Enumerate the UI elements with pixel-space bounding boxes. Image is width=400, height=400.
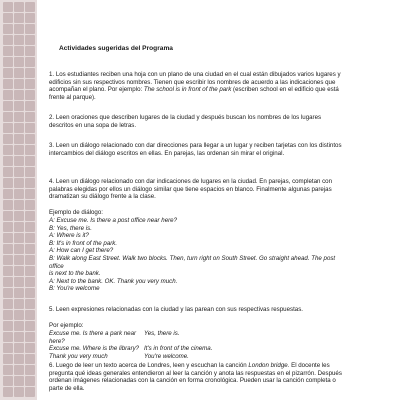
binding-hole — [14, 266, 24, 276]
binding-hole — [3, 46, 13, 56]
activity-6-text: 6. Luego de leer un texto acerca de Londres, leen y escuchan la canción — [49, 362, 247, 369]
binding-hole — [3, 299, 13, 309]
dialogue-line: A: Where is it? — [49, 232, 89, 240]
binding-hole — [3, 310, 13, 320]
binding-hole — [14, 332, 24, 342]
binding-hole — [25, 343, 35, 353]
binding-hole — [3, 222, 13, 232]
binding-hole — [25, 79, 35, 89]
binding-hole — [3, 2, 13, 12]
binding-hole — [3, 266, 13, 276]
activity-1-suffix: (escriben school en el edificio que está frente al parque). — [49, 86, 339, 101]
binding-hole — [25, 255, 35, 265]
binding-hole — [14, 112, 24, 122]
example-pair — [49, 345, 345, 353]
binding-hole — [3, 178, 13, 188]
binding-hole — [3, 112, 13, 122]
binding-hole — [14, 123, 24, 133]
binding-hole — [14, 156, 24, 166]
example-expression: Thank you very much — [49, 352, 108, 360]
binding-hole — [3, 68, 13, 78]
binding-hole — [3, 376, 13, 386]
dialogue-line: A: Excuse me. Is there a post office near here? — [49, 217, 177, 224]
binding-hole — [14, 134, 24, 144]
binding-hole — [25, 167, 35, 177]
binding-hole — [14, 277, 24, 287]
binding-hole — [14, 145, 24, 155]
binding-hole — [25, 266, 35, 276]
activity-6-rest: El docente les pregunta qué ideas generales entendieron al leer la canción y anota las respuestas en el pizarrón. Después ordenan imágenes relacionadas con la canción en forma cronológica. Pueden usar la canción completa o parte de ella. — [49, 362, 342, 392]
dialogue-lines — [49, 217, 345, 293]
binding-hole — [3, 321, 13, 331]
binding-hole — [25, 321, 35, 331]
binding-hole — [25, 332, 35, 342]
dialogue-line: B: It's in front of the park. — [49, 239, 118, 247]
page-title: Actividades sugeridas del Programa — [59, 45, 173, 52]
notebook-binding — [0, 0, 37, 400]
binding-hole — [25, 244, 35, 254]
dialogue-line: A: Next to the bank. OK. Thank you very much. — [49, 277, 178, 285]
binding-hole — [3, 365, 13, 375]
binding-hole — [3, 90, 13, 100]
binding-hole — [14, 387, 24, 397]
binding-hole — [14, 321, 24, 331]
binding-hole — [25, 211, 35, 221]
binding-hole — [25, 365, 35, 375]
binding-hole — [25, 376, 35, 386]
activity-1 — [49, 71, 345, 101]
binding-hole — [14, 178, 24, 188]
binding-hole — [25, 156, 35, 166]
binding-hole — [14, 167, 24, 177]
binding-hole — [14, 2, 24, 12]
binding-holes — [3, 2, 35, 397]
binding-hole — [3, 332, 13, 342]
binding-hole — [3, 13, 13, 23]
binding-hole — [14, 310, 24, 320]
binding-hole — [14, 354, 24, 364]
binding-hole — [14, 189, 24, 199]
binding-hole — [3, 255, 13, 265]
binding-hole — [3, 145, 13, 155]
binding-hole — [3, 167, 13, 177]
binding-hole — [14, 233, 24, 243]
binding-hole — [3, 354, 13, 364]
binding-hole — [25, 145, 35, 155]
binding-hole — [14, 79, 24, 89]
activity-6 — [49, 362, 345, 392]
binding-hole — [14, 68, 24, 78]
binding-hole — [14, 57, 24, 67]
binding-hole — [25, 46, 35, 56]
binding-hole — [25, 35, 35, 45]
matching-pairs — [49, 330, 345, 360]
dialogue-line: A: How can I get there? — [49, 247, 114, 255]
example-pair — [49, 330, 345, 345]
binding-hole — [3, 233, 13, 243]
binding-hole — [3, 343, 13, 353]
binding-hole — [25, 387, 35, 397]
binding-hole — [25, 57, 35, 67]
binding-hole — [25, 178, 35, 188]
dialogue-line: B: Walk along East Street. Walk two blocks. Then, turn right on South Street. Go straight ahead. The post office — [49, 254, 336, 270]
dialogue-line: B: Yes, there is. — [49, 224, 92, 232]
binding-hole — [14, 90, 24, 100]
binding-hole — [25, 222, 35, 232]
binding-hole — [25, 90, 35, 100]
binding-hole — [3, 79, 13, 89]
binding-hole — [14, 200, 24, 210]
activity-3: 3. Leen un diálogo relacionado con dar direcciones para llegar a un lugar y reciben tarjetas con los distintos intercambios del diálogo escritos en ellas. En parejas, las ordenan sin mirar el original. — [49, 142, 342, 157]
binding-hole — [3, 156, 13, 166]
binding-hole — [25, 354, 35, 364]
binding-hole — [25, 13, 35, 23]
binding-hole — [14, 101, 24, 111]
binding-hole — [3, 134, 13, 144]
binding-hole — [14, 376, 24, 386]
binding-hole — [3, 288, 13, 298]
binding-hole — [25, 299, 35, 309]
binding-hole — [3, 101, 13, 111]
activity-2: 2. Leen oraciones que describen lugares de la ciudad y después buscan los nombres de los lugares descritos en una sopa de letras. — [49, 114, 322, 129]
binding-hole — [25, 123, 35, 133]
binding-hole — [3, 24, 13, 34]
binding-hole — [3, 35, 13, 45]
binding-hole — [14, 343, 24, 353]
binding-hole — [14, 255, 24, 265]
activity-6-song: London bridge. — [248, 362, 290, 369]
example-label: Por ejemplo: — [49, 322, 84, 329]
binding-hole — [3, 200, 13, 210]
binding-hole — [14, 222, 24, 232]
binding-hole — [14, 13, 24, 23]
binding-hole — [25, 277, 35, 287]
binding-hole — [14, 244, 24, 254]
activity-1-example: The school is in front of the park — [143, 86, 232, 94]
example-expression: Excuse me. Is there a park near here? — [49, 330, 137, 345]
binding-hole — [25, 112, 35, 122]
binding-hole — [25, 134, 35, 144]
binding-hole — [3, 123, 13, 133]
binding-hole — [3, 189, 13, 199]
example-response: It's in front of the cinema. — [144, 345, 213, 353]
binding-hole — [14, 365, 24, 375]
binding-hole — [25, 288, 35, 298]
activity-1-text: 1. Los estudiantes reciben una hoja con un plano de una ciudad en el cual están dibujados varios lugares y edificios sin sus respectivos nombres. Tienen que escribir los nombres de acuerdo a las indicaciones que acompañan el plano. Por ejemplo: — [49, 71, 341, 94]
binding-hole — [25, 68, 35, 78]
example-response: Yes, there is. — [144, 330, 180, 337]
binding-hole — [3, 57, 13, 67]
binding-hole — [25, 2, 35, 12]
example-expression: Excuse me. Where is the library? — [49, 345, 140, 353]
binding-hole — [3, 211, 13, 221]
binding-hole — [3, 277, 13, 287]
binding-hole — [3, 244, 13, 254]
binding-hole — [14, 24, 24, 34]
binding-hole — [25, 200, 35, 210]
binding-hole — [25, 24, 35, 34]
binding-hole — [14, 46, 24, 56]
binding-hole — [14, 211, 24, 221]
dialogue-line: is next to the bank. — [49, 270, 101, 278]
activity-4: 4. Leen un diálogo relacionado con dar indicaciones de lugares en la ciudad. En parejas, completan con palabras elegidas por ellos un diálogo similar que tiene espacios en blanco. Finalmente algunas parejas dramatizan su diálogo frente a la clase. — [49, 178, 333, 201]
dialogue-label: Ejemplo de diálogo: — [49, 209, 103, 216]
binding-hole — [14, 288, 24, 298]
example-response: You're welcome. — [144, 352, 189, 360]
binding-hole — [25, 101, 35, 111]
binding-hole — [25, 233, 35, 243]
binding-hole — [14, 35, 24, 45]
binding-hole — [25, 310, 35, 320]
binding-hole — [14, 299, 24, 309]
example-pair — [49, 353, 345, 361]
binding-hole — [25, 189, 35, 199]
binding-hole — [3, 387, 13, 397]
activity-5: 5. Leen expresiones relacionadas con la ciudad y las parean con sus respectivas respuestas. — [49, 306, 303, 313]
dialogue-line: B: You're welcome — [49, 285, 100, 293]
